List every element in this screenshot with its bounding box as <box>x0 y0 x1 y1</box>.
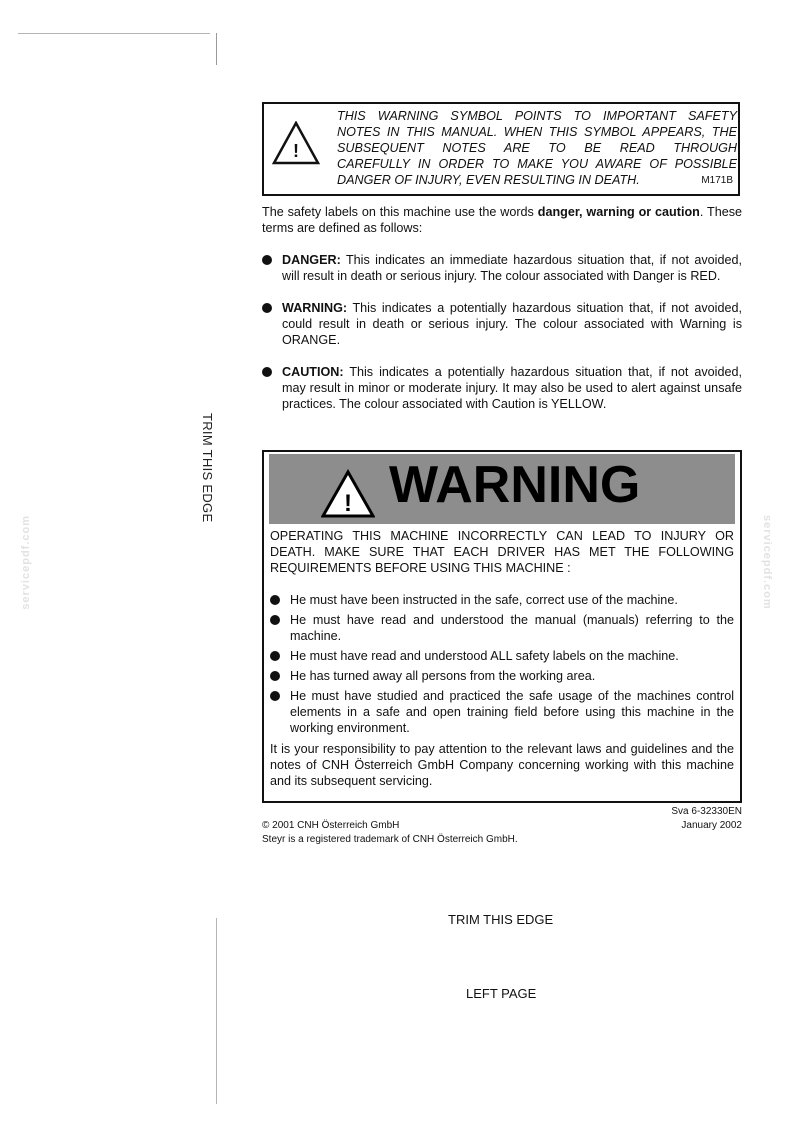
intro-text: The safety labels on this machine use the words <box>262 205 538 219</box>
trademark-text: Steyr is a registered trademark of CNH Österreich GmbH. <box>262 834 518 845</box>
responsibility-note: It is your responsibility to pay attention to the relevant laws and guidelines and the notes of CNH Österreich GmbH Company concerning working with this machine and its subsequent servicing. <box>270 742 734 788</box>
definition-text: This indicates a potentially hazardous situation that, if not avoided, may result in minor or moderate injury. It may also be used to alert against unsafe practices. The colour associated with Caution is YELLOW. <box>282 365 742 411</box>
left-page-label: LEFT PAGE <box>466 986 537 1001</box>
bullet-icon <box>262 303 272 313</box>
footer-doc-info <box>628 805 742 833</box>
watermark-left: servicepdf.com <box>20 515 32 610</box>
copyright-text: © 2001 CNH Österreich GmbH <box>262 820 400 831</box>
definition-caution <box>262 364 742 412</box>
definition-text: This indicates an immediate hazardous situation that, if not avoided, will result in death or serious injury. The colour associated with Danger is RED. <box>282 253 742 283</box>
requirement-item <box>270 688 734 736</box>
footer-legal <box>262 819 518 847</box>
definition-text: This indicates a potentially hazardous situation that, if not avoided, could result in death or serious injury. The colour associated with Warning is ORANGE. <box>282 301 742 347</box>
notice-code: M171B <box>701 175 733 186</box>
warning-body <box>270 528 734 789</box>
trim-line-horizontal <box>18 33 210 34</box>
definition-danger <box>262 252 742 284</box>
warning-triangle-icon <box>321 469 375 519</box>
bullet-icon <box>262 255 272 265</box>
svg-text:!: ! <box>344 490 352 517</box>
definition-term: DANGER: <box>282 253 341 267</box>
watermark-right: servicepdf.com <box>761 515 773 610</box>
notice-line: NOTES IN THIS MANUAL. WHEN THIS SYMBOL APPEARS, THE <box>337 125 737 139</box>
safety-symbol-notice <box>262 102 740 196</box>
bullet-icon <box>270 595 280 605</box>
requirement-item <box>270 668 734 684</box>
warning-header <box>269 454 735 524</box>
bullet-icon <box>270 615 280 625</box>
requirement-text: He must have studied and practiced the safe usage of the machines control elements in a safe and open training field before using this machine in the working environment. <box>290 689 734 735</box>
notice-text <box>337 108 737 188</box>
notice-line: CAREFULLY IN ORDER TO MAKE YOU AWARE OF POSSIBLE <box>337 157 737 171</box>
requirement-text: He must have been instructed in the safe, correct use of the machine. <box>290 593 678 607</box>
warning-intro: OPERATING THIS MACHINE INCORRECTLY CAN LEAD TO INJURY OR DEATH. MAKE SURE THAT EACH DRIVER HAS MET THE FOLLOWING REQUIREMENTS BEFORE USING THIS MACHINE : <box>270 529 734 575</box>
notice-line: DANGER OF INJURY, EVEN RESULTING IN DEATH. <box>337 173 640 187</box>
definition-warning <box>262 300 742 348</box>
intro-paragraph <box>262 204 742 236</box>
warning-title: WARNING <box>389 456 641 514</box>
warning-triangle-icon <box>272 121 320 165</box>
side-trim-label: TRIM THIS EDGE <box>200 413 215 523</box>
bullet-icon <box>262 367 272 377</box>
trim-line-vertical-bottom <box>216 918 217 1104</box>
definitions-list <box>262 252 742 428</box>
intro-terms: danger, warning or caution <box>537 205 700 219</box>
notice-line: SUBSEQUENT NOTES ARE TO BE READ THROUGH <box>337 141 737 155</box>
document-number: Sva 6-32330EN <box>671 806 742 817</box>
bullet-icon <box>270 651 280 661</box>
warning-panel <box>262 450 742 803</box>
svg-text:!: ! <box>293 141 299 161</box>
requirement-text: He must have read and understood the manual (manuals) referring to the machine. <box>290 613 734 643</box>
definition-term: CAUTION: <box>282 365 344 379</box>
bottom-trim-label: TRIM THIS EDGE <box>448 912 554 927</box>
notice-line: THIS WARNING SYMBOL POINTS TO IMPORTANT SAFETY <box>337 109 737 123</box>
intro-text-end: . These terms are defined as follows: <box>262 205 742 235</box>
requirement-text: He must have read and understood ALL safety labels on the machine. <box>290 649 679 663</box>
requirement-text: He has turned away all persons from the working area. <box>290 669 596 683</box>
definition-term: WARNING: <box>282 301 348 315</box>
requirement-item <box>270 648 734 664</box>
trim-line-vertical-top <box>216 33 217 65</box>
document-date: January 2002 <box>681 820 742 831</box>
requirement-item <box>270 612 734 644</box>
bullet-icon <box>270 691 280 701</box>
requirement-item <box>270 592 734 608</box>
bullet-icon <box>270 671 280 681</box>
